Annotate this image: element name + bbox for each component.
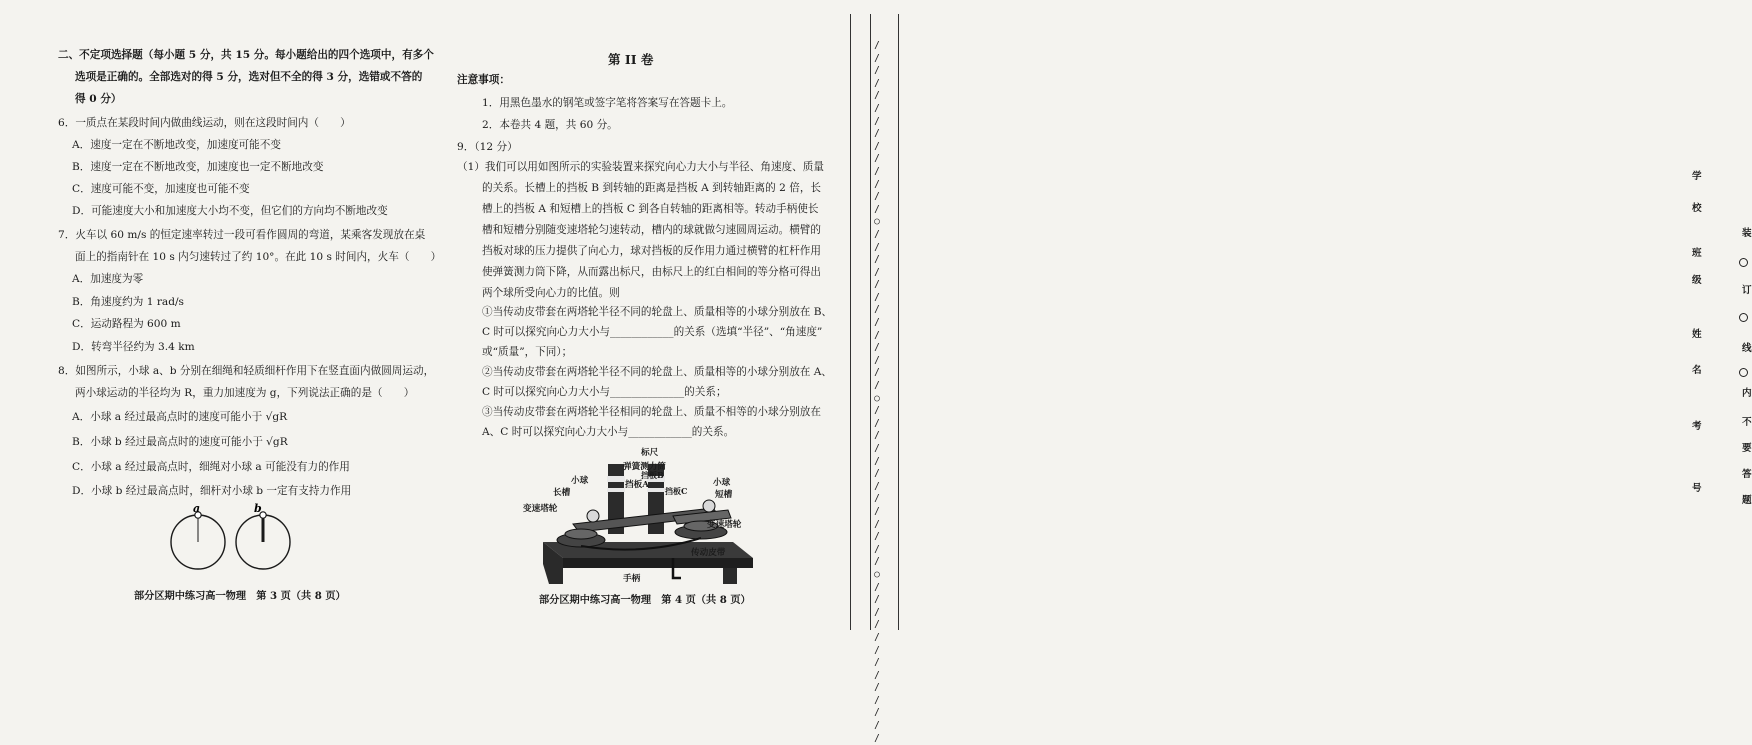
scale-left-2	[607, 488, 625, 492]
q8-option-b: B．小球 b 经过最高点时的速度可能小于 √gR	[72, 436, 288, 448]
binding-label-8: 号	[1692, 483, 1702, 494]
binding-mid-1: 装	[1742, 228, 1752, 239]
q7-option-a: A．加速度为零	[72, 273, 144, 285]
label-ruler: 标尺	[641, 448, 659, 458]
q9-line-8: ①当传动皮带套在两塔轮半径不同的轮盘上、质量相等的小球分别放在 B、	[482, 306, 833, 318]
label-ball-right: 小球	[713, 478, 731, 488]
q9-line-13: ③当传动皮带套在两塔轮半径相同的轮盘上、质量不相等的小球分别放在	[482, 406, 821, 418]
q9-line-1: （1）我们可以用如图所示的实验装置来探究向心力大小与半径、角速度、质量	[457, 161, 824, 173]
notice-1: 1．用黑色墨水的钢笔或签字笔将答案写在答题卡上。	[482, 97, 733, 109]
q8-option-c: C．小球 a 经过最高点时，细绳对小球 a 可能没有力的作用	[72, 461, 350, 473]
base-front	[563, 558, 753, 568]
binding-hole-1	[1739, 258, 1748, 267]
label-belt: 传动皮带	[691, 548, 726, 558]
q7-stem-line-2: 面上的指南针在 10 s 内匀速转过了约 10°。在此 10 s 时间内，火车（ ）	[75, 251, 442, 263]
q9-line-4: 槽和短槽分别随变速塔轮匀速转动，槽内的球就做匀速圆周运动。横臂的	[482, 224, 821, 236]
q9-line-3: 槽上的挡板 A 和短槽上的挡板 C 到各自转轴的距离相等。转动手柄使长	[482, 203, 819, 215]
q7-option-b: B．角速度约为 1 rad/s	[72, 296, 184, 308]
binding-hole-3	[1739, 368, 1748, 377]
q8-option-a: A．小球 a 经过最高点时的速度可能小于 √gR	[72, 411, 288, 423]
base-leg-right	[723, 568, 737, 584]
footer-page-4: 部分区期中练习高一物理 第 4 页（共 8 页）	[539, 594, 751, 606]
q7-option-c: C．运动路程为 600 m	[72, 318, 181, 330]
q6-option-c: C．速度可能不变，加速度也可能不变	[72, 183, 250, 195]
binding-mid-2: 订	[1742, 285, 1752, 296]
footer-page-3: 部分区期中练习高一物理 第 3 页（共 8 页）	[134, 590, 346, 602]
binding-hole-2	[1739, 313, 1748, 322]
q9-line-14: A、C 时可以探究向心力大小与____________的关系。	[482, 426, 735, 438]
label-board-c: 挡板C	[665, 486, 688, 496]
label-handle: 手柄	[623, 574, 641, 584]
q9-line-6: 使弹簧测力筒下降，从而露出标尺，由标尺上的红白相间的等分格可得出	[482, 266, 821, 278]
q7-stem-line-1: 7．火车以 60 m/s 的恒定速率转过一段可看作圆周的弯道，某乘客发现放在桌	[58, 229, 426, 241]
q8-circle-figure	[160, 500, 300, 572]
label-wheel-left: 变速塔轮	[523, 504, 558, 514]
binding-label-3: 班	[1692, 248, 1702, 259]
ball-left-drawing	[587, 510, 599, 522]
scale-left	[607, 476, 625, 482]
q9-line-5: 挡板对球的压力提供了向心力，球对挡板的反作用力通过横臂的杠杆作用	[482, 245, 821, 257]
q9-line-9: C 时可以探究向心力大小与____________的关系（选填“半径”、“角速度”	[482, 326, 823, 338]
right-page	[445, 0, 840, 642]
q8-stem-line-1: 8．如图所示，小球 a、b 分别在细绳和轻质细杆作用下在竖直面内做圆周运动，	[58, 365, 435, 377]
q6-stem: 6．一质点在某段时间内做曲线运动，则在这段时间内（ ）	[58, 117, 351, 129]
notice-heading: 注意事项：	[457, 74, 510, 86]
binding-slash-column: / / / / / / / / / / / / / / ○ / / / / / / / / / / / / / ○ / / / / / / / / / / / / / ○ / / / / / / / / / / / / /	[874, 40, 880, 744]
binding-label-4: 级	[1692, 275, 1702, 286]
q9-line-10: 或“质量”，下同）；	[482, 346, 573, 358]
label-a: a	[193, 502, 201, 515]
scale-right-2	[647, 488, 665, 492]
q6-option-a: A．速度一定在不断地改变，加速度可能不变	[72, 139, 281, 151]
q9-heading: 9．（12 分）	[457, 141, 518, 153]
label-spring: 弹簧测力筒	[623, 462, 666, 472]
label-ball-left: 小球	[571, 476, 589, 486]
binding-label-1: 学	[1692, 171, 1702, 182]
label-long-slot: 长槽	[553, 488, 571, 498]
section-heading-line-3: 得 0 分）	[75, 93, 122, 105]
binding-line-1	[850, 14, 851, 630]
binding-label-7: 考	[1692, 421, 1702, 432]
q8-stem-line-2: 两小球运动的半径均为 R，重力加速度为 g，下列说法正确的是（ ）	[75, 387, 415, 399]
notice-2: 2．本卷共 4 题，共 60 分。	[482, 119, 618, 131]
binding-mid-6: 要	[1742, 443, 1752, 454]
binding-label-6: 名	[1692, 365, 1702, 376]
centripetal-apparatus-figure	[523, 446, 763, 586]
q6-option-d: D．可能速度大小和加速度大小均不变，但它们的方向均不断地改变	[72, 205, 388, 217]
binding-label-5: 姓	[1692, 329, 1702, 340]
left-page	[0, 0, 445, 642]
binding-mid-7: 答	[1742, 469, 1752, 480]
q9-line-2: 的关系。长槽上的挡板 B 到转轴的距离是挡板 A 到转轴距离的 2 倍，长	[482, 182, 822, 194]
q7-option-d: D．转弯半径约为 3.4 km	[72, 341, 195, 353]
binding-mid-5: 不	[1742, 417, 1752, 428]
section-title: 第 II 卷	[608, 52, 654, 67]
ball-right-drawing	[703, 500, 715, 512]
label-wheel-right: 变速塔轮	[707, 520, 742, 530]
label-board-a: 挡板A	[625, 480, 649, 490]
binding-mid-3: 线	[1742, 343, 1752, 354]
binding-line-3	[898, 14, 899, 630]
binding-strip	[840, 0, 1752, 642]
q9-line-12: C 时可以探究向心力大小与______________的关系；	[482, 386, 727, 398]
label-short-slot: 短槽	[715, 490, 733, 500]
tower-wheel-left-top	[565, 529, 597, 539]
section-heading-line-1: 二、不定项选择题（每小题 5 分，共 15 分。每小题给出的四个选项中，有多个	[58, 49, 434, 61]
q9-line-7: 两个球所受向心力的比值。则	[482, 287, 620, 299]
binding-mid-4: 内	[1742, 388, 1752, 399]
q6-option-b: B．速度一定在不断地改变，加速度也一定不断地改变	[72, 161, 324, 173]
label-board-b: 挡板B	[641, 470, 664, 480]
binding-label-2: 校	[1692, 203, 1702, 214]
binding-mid-8: 题	[1742, 495, 1752, 506]
q8-option-d: D．小球 b 经过最高点时，细杆对小球 b 一定有支持力作用	[72, 485, 352, 497]
binding-line-2	[870, 14, 871, 630]
section-heading-line-2: 选项是正确的。全部选对的得 5 分，选对但不全的得 3 分，选错或不答的	[75, 71, 423, 83]
q9-line-11: ②当传动皮带套在两塔轮半径不同的轮盘上、质量相等的小球分别放在 A、	[482, 366, 833, 378]
label-b: b	[254, 502, 262, 515]
